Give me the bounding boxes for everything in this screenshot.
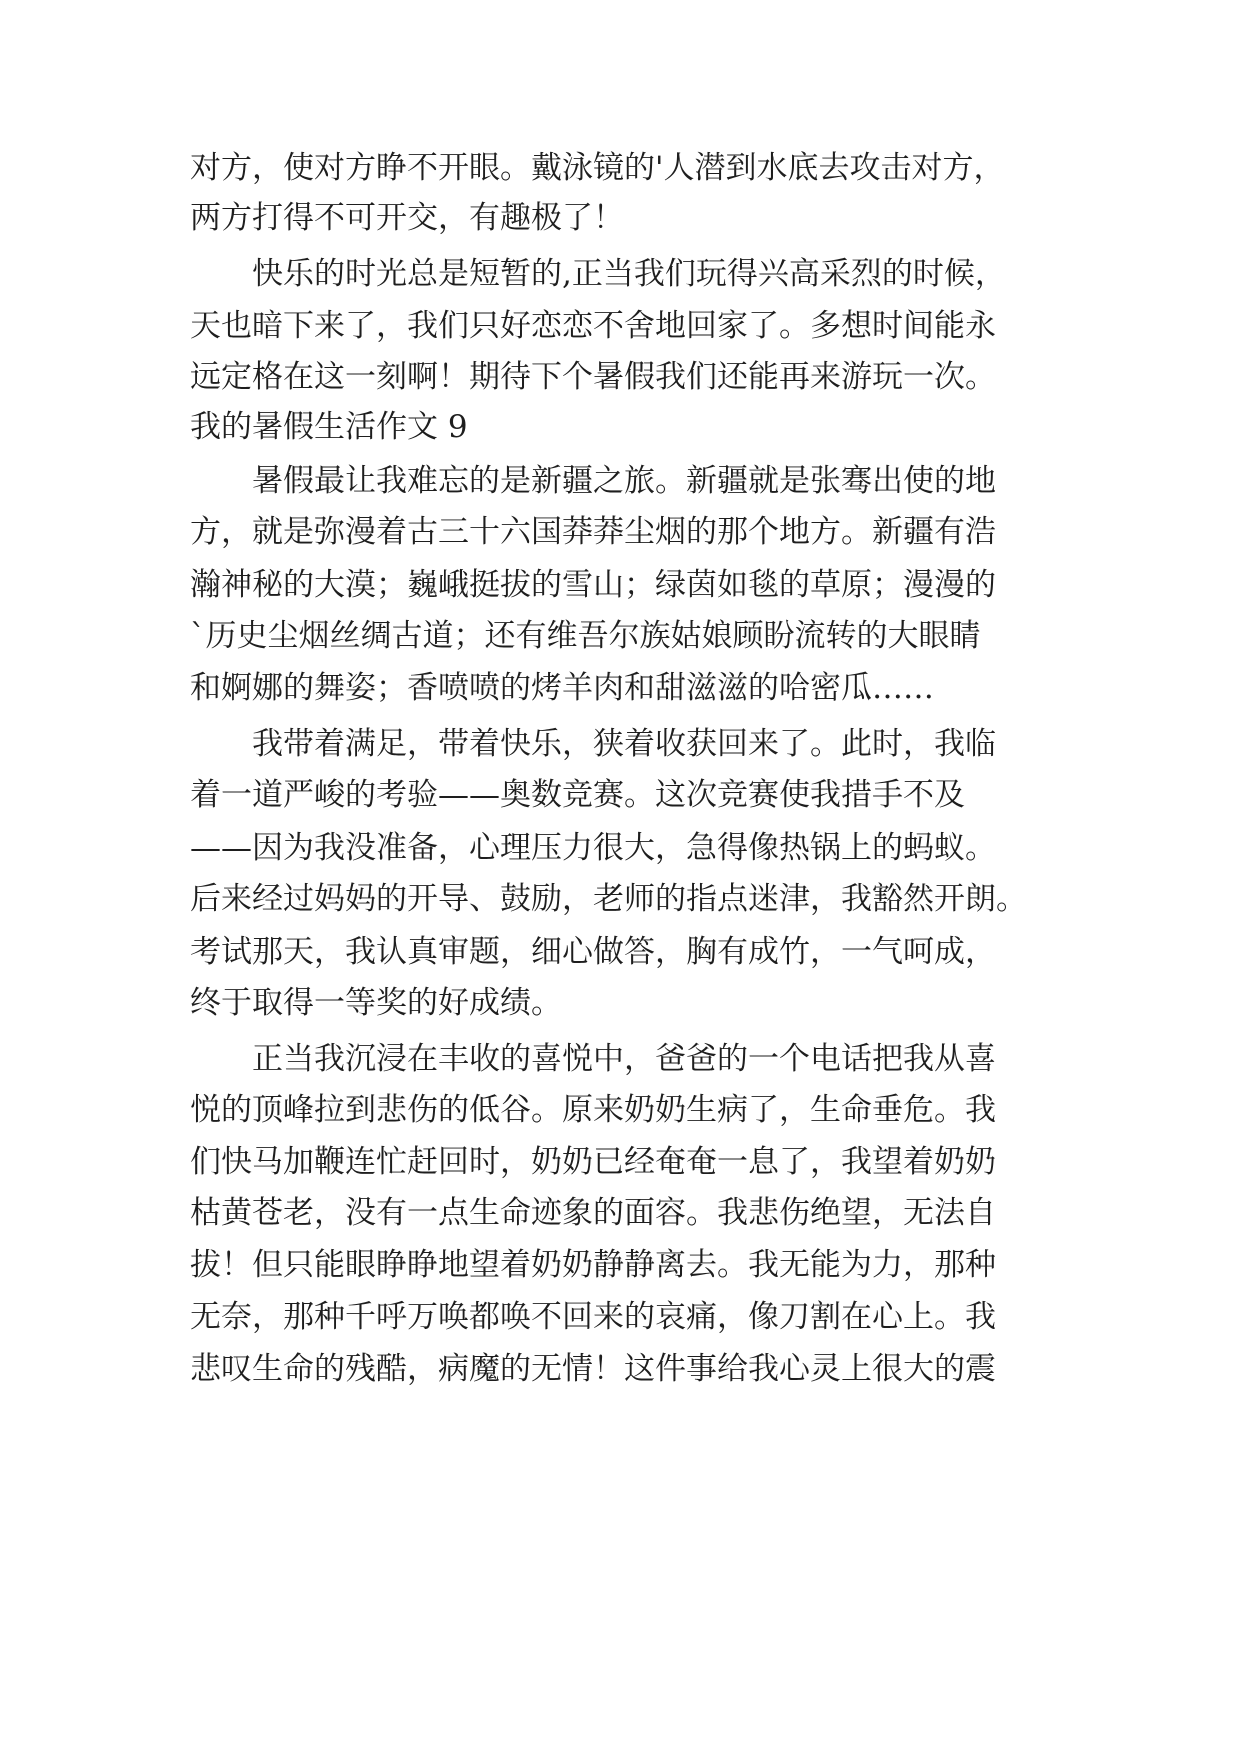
paragraph-5-line-1: 正当我沉浸在丰收的喜悦中，爸爸的一个电话把我从喜 bbox=[252, 1041, 996, 1077]
paragraph-3-line-1: 暑假最让我难忘的是新疆之旅。新疆就是张骞出使的地 bbox=[252, 463, 996, 499]
paragraph-4-line-3: ——因为我没准备，心理压力很大，急得像热锅上的蚂蚁。 bbox=[190, 830, 996, 866]
section-heading: 我的暑假生活作文 9 bbox=[190, 409, 468, 445]
paragraph-5-line-7: 悲叹生命的残酷，病魔的无情！这件事给我心灵上很大的震 bbox=[190, 1351, 996, 1387]
paragraph-2-line-1: 快乐的时光总是短暂的,正当我们玩得兴高采烈的时候， bbox=[252, 256, 1006, 292]
paragraph-5-line-3: 们快马加鞭连忙赶回时，奶奶已经奄奄一息了，我望着奶奶 bbox=[190, 1144, 996, 1180]
paragraph-3-line-2: 方，就是弥漫着古三十六国莽莽尘烟的那个地方。新疆有浩 bbox=[190, 514, 996, 550]
paragraph-2-line-2: 天也暗下来了，我们只好恋恋不舍地回家了。多想时间能永 bbox=[190, 308, 996, 344]
paragraph-4-line-4: 后来经过妈妈的开导、鼓励，老师的指点迷津，我豁然开朗。 bbox=[190, 881, 1027, 917]
paragraph-3-line-3: 瀚神秘的大漠；巍峨挺拔的雪山；绿茵如毯的草原；漫漫的 bbox=[190, 567, 996, 603]
paragraph-4-line-2: 着一道严峻的考验——奥数竞赛。这次竞赛使我措手不及 bbox=[190, 777, 965, 813]
paragraph-3-line-4: `历史尘烟丝绸古道；还有维吾尔族姑娘顾盼流转的大眼睛 bbox=[190, 618, 981, 654]
paragraph-5-line-6: 无奈，那种千呼万唤都唤不回来的哀痛，像刀割在心上。我 bbox=[190, 1299, 996, 1335]
paragraph-4-line-5: 考试那天，我认真审题，细心做答，胸有成竹，一气呵成， bbox=[190, 934, 996, 970]
paragraph-4-line-6: 终于取得一等奖的好成绩。 bbox=[190, 985, 562, 1021]
paragraph-4-line-1: 我带着满足，带着快乐，狭着收获回来了。此时，我临 bbox=[252, 726, 996, 762]
paragraph-3-line-5: 和婀娜的舞姿；香喷喷的烤羊肉和甜滋滋的哈密瓜…… bbox=[190, 670, 934, 706]
paragraph-1-line-2: 两方打得不可开交，有趣极了！ bbox=[190, 200, 624, 236]
paragraph-5-line-2: 悦的顶峰拉到悲伤的低谷。原来奶奶生病了，生命垂危。我 bbox=[190, 1092, 996, 1128]
paragraph-2-line-3: 远定格在这一刻啊！期待下个暑假我们还能再来游玩一次。 bbox=[190, 359, 996, 395]
paragraph-5-line-5: 拔！但只能眼睁睁地望着奶奶静静离去。我无能为力，那种 bbox=[190, 1247, 996, 1283]
paragraph-5-line-4: 枯黄苍老，没有一点生命迹象的面容。我悲伤绝望，无法自 bbox=[190, 1195, 996, 1231]
paragraph-1-line-1: 对方，使对方睁不开眼。戴泳镜的'人潜到水底去攻击对方， bbox=[190, 150, 1005, 186]
